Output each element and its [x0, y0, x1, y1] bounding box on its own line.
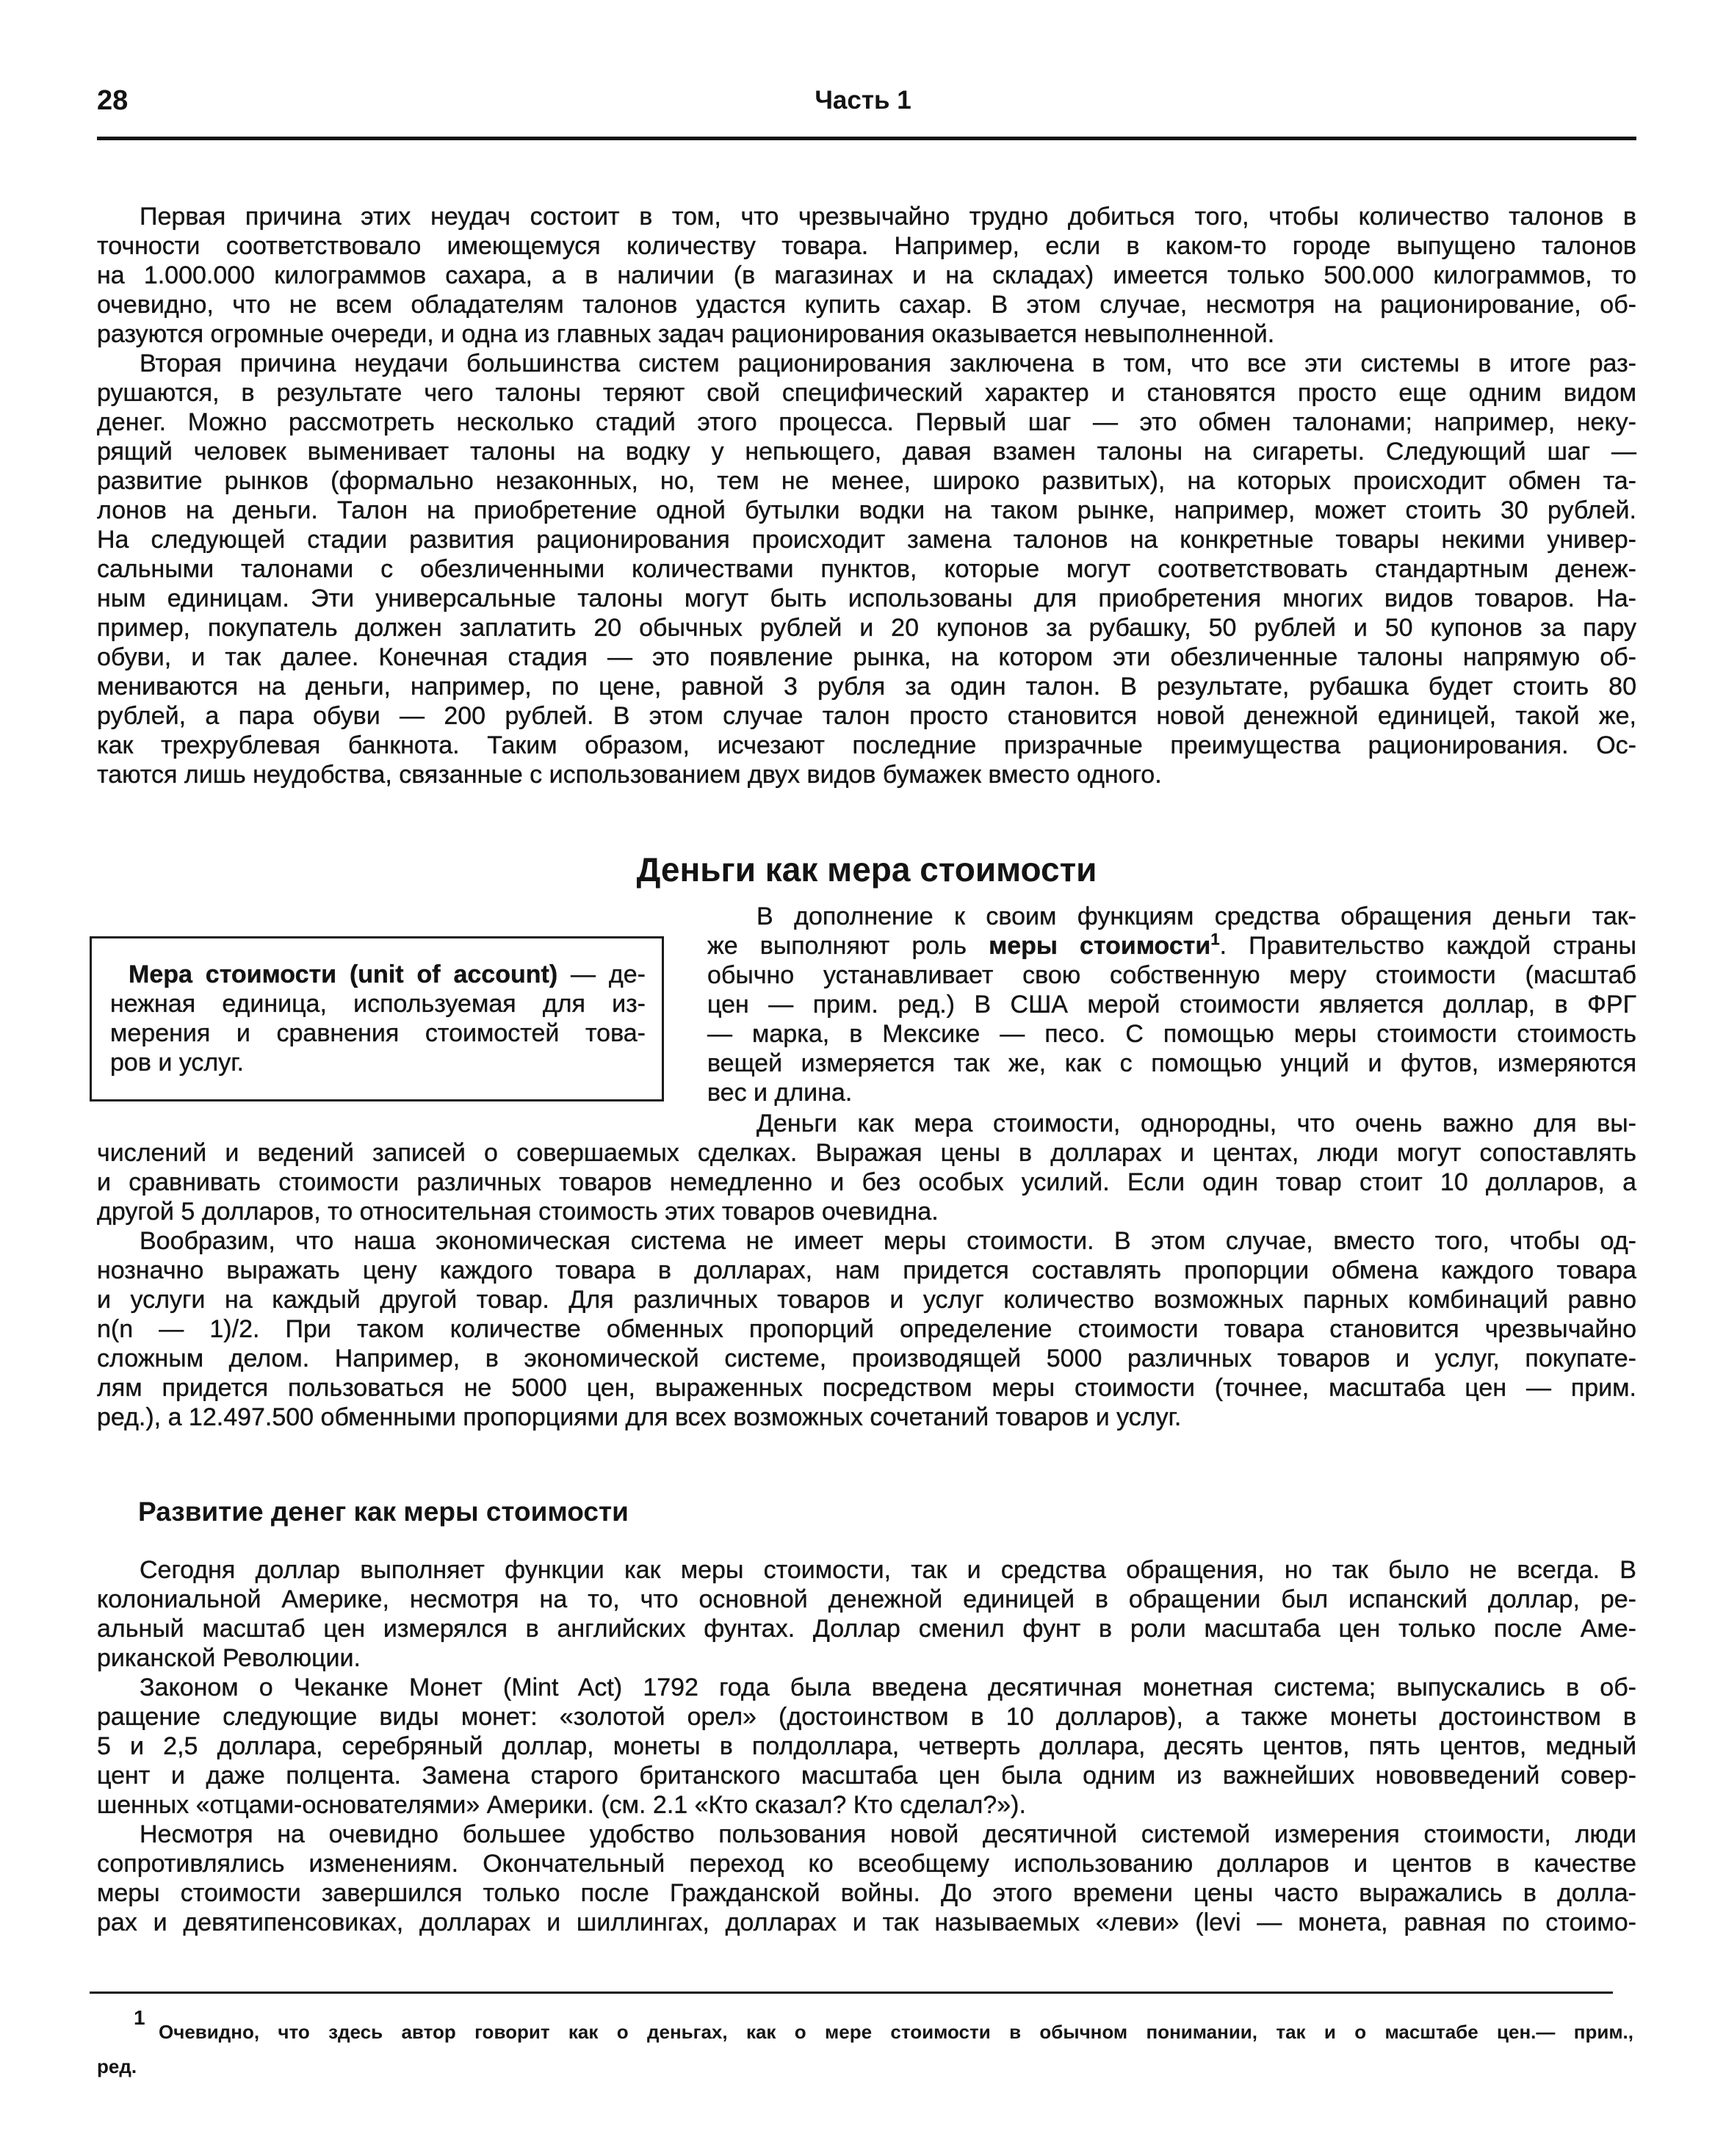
subsection-heading: Развитие денег как меры стоимости: [138, 1497, 629, 1527]
text-line: очевидно, что не всем обладателям талонов удастся купить сахар. В этом случае, несмотря на рационирование, об-: [97, 291, 1636, 319]
text-line: и сравнивать стоимости различных товаров немедленно и без особых усилий. Если один товар стоит 10 долларов, а: [97, 1168, 1636, 1196]
text-line: Вообразим, что наша экономическая система не имеет меры стоимости. В этом случае, вместо того, чтобы од-: [140, 1227, 1636, 1255]
text-line: на 1.000.000 килограммов сахара, а в наличии (в магазинах и на складах) имеется только 500.000 килограммов, то: [97, 261, 1636, 289]
text-line: альный масштаб цен измерялся в английских фунтах. Доллар сменил фунт в роли масштаба цен только после Аме-: [97, 1615, 1636, 1643]
definition-box: [90, 936, 664, 1101]
text-line: лям придется пользоваться не 5000 цен, выраженных посредством меры стоимости (точнее, масштаба цен — прим.: [97, 1374, 1636, 1402]
section-heading: Деньги как мера стоимости: [636, 850, 1097, 889]
text-line: мерения и сравнения стоимостей това-: [110, 1019, 646, 1047]
footnote-line: ред.: [97, 2055, 137, 2077]
text-line: ров и услуг.: [110, 1049, 244, 1077]
text-line: ращение следующие виды монет: «золотой орел» (достоинством в 10 долларов), а также монеты достоинством в: [97, 1703, 1636, 1731]
text-line: лонов на деньги. Талон на приобретение одной бутылки водки на таком рынке, например, может стоить 30 рублей.: [97, 496, 1636, 524]
text-line: обычно устанавливает свою собственную меру стоимости (масштаб: [707, 961, 1636, 989]
text-line: обуви, и так далее. Конечная стадия — это появление рынка, на котором эти обезличенные талоны напрямую об-: [97, 643, 1636, 671]
text-line: Деньги как мера стоимости, однородны, что очень важно для вы-: [757, 1110, 1636, 1137]
text-line: ред.), а 12.497.500 обменными пропорциями для всех возможных сочетаний товаров и услуг.: [97, 1403, 1182, 1431]
footnote-reference: 1: [1210, 930, 1220, 949]
text-line: [707, 931, 1636, 961]
footnote-line: Очевидно, что здесь автор говорит как о деньгах, как о мере стоимости в обычном понимании, так и о масштабе цен.— прим.,: [159, 2021, 1633, 2043]
text-line: ным единицам. Эти универсальные талоны могут быть использованы для приобретения многих видов товаров. На-: [97, 585, 1636, 612]
development-text: [97, 1555, 1636, 1937]
key-term: меры стоимости: [989, 932, 1211, 960]
text-line: точности соответствовало имеющемуся количеству товара. Например, если в каком-то городе выпущено талонов: [97, 232, 1636, 260]
footnote-rule: [90, 1992, 1613, 1994]
text-line: как трехрублевая банкнота. Таким образом, исчезают последние призрачные преимущества рационирования. Ос-: [97, 731, 1636, 759]
text-line: вес и длина.: [707, 1079, 853, 1107]
intro-paragraph: [707, 902, 1636, 1107]
text-line: рушаются, в результате чего талоны теряют свой специфический характер и становятся просто еще одним видом: [97, 379, 1636, 407]
definition-text: — де-: [557, 961, 646, 988]
text-line: цент и даже полцента. Замена старого британского масштаба цен была одним из важнейших нововведений совер-: [97, 1762, 1636, 1790]
text-line: сложным делом. Например, в экономической системе, производящей 5000 различных товаров и услуг, покупате-: [97, 1345, 1636, 1372]
paragraph: [97, 1820, 1636, 1937]
text-line: В дополнение к своим функциям средства обращения деньги так-: [757, 902, 1636, 930]
text-line: сопротивлялись изменениям. Окончательный переход ко всеобщему использованию долларов и центов в качестве: [97, 1850, 1636, 1878]
text-line: разуются огромные очереди, и одна из главных задач рационирования оказывается невыполненной.: [97, 320, 1275, 348]
text-segment: . Правительство каждой страны: [1219, 932, 1636, 960]
text-line: развитие рынков (формально незаконных, но, тем не менее, широко развитых), на которых происходит обмен та-: [97, 467, 1636, 495]
running-header: Часть 1: [815, 86, 911, 115]
definition-term: Мера стоимости (unit of account): [129, 961, 558, 988]
footnote-marker: 1: [134, 2006, 145, 2029]
paragraph: [97, 1226, 1636, 1432]
text-line: вещей измеряется так же, как с помощью унций и футов, измеряются: [707, 1049, 1636, 1077]
text-line: и услуги на каждый другой товар. Для различных товаров и услуг количество возможных парных комбинаций равно: [97, 1286, 1636, 1314]
text-line: нозначно выражать цену каждого товара в долларах, нам придется составлять пропорции обмена каждого товара: [97, 1256, 1636, 1284]
text-line: Вторая причина неудачи большинства систем рационирования заключена в том, что все эти системы в итоге раз-: [140, 350, 1636, 377]
header-rule: [97, 137, 1636, 140]
text-line: таются лишь неудобства, связанные с использованием двух видов бумажек вместо одного.: [97, 761, 1162, 789]
text-line: Сегодня доллар выполняет функции как меры стоимости, так и средства обращения, но так было не всегда. В: [140, 1556, 1636, 1584]
text-line: Первая причина этих неудач состоит в том, что чрезвычайно трудно добиться того, чтобы количество талонов в: [140, 203, 1636, 231]
paragraph: [97, 1109, 1636, 1226]
text-line: нежная единица, используемая для из-: [110, 990, 646, 1018]
unit-of-account-text: [97, 1109, 1636, 1432]
paragraph: [97, 1673, 1636, 1820]
text-line: На следующей стадии развития рационирования происходит замена талонов на конкретные товары некими универ-: [97, 526, 1636, 554]
paragraph: [97, 349, 1636, 789]
text-line: риканской Революции.: [97, 1644, 361, 1672]
text-line: n(n — 1)/2. При таком количестве обменных пропорций определение стоимости товара становится чрезвычайно: [97, 1315, 1636, 1343]
text-line: Несмотря на очевидно большее удобство пользования новой десятичной системой измерения стоимости, люди: [140, 1820, 1636, 1848]
paragraph: [97, 202, 1636, 349]
text-line: Законом о Чеканке Монет (Mint Act) 1792 года была введена десятичная монетная система; выпускались в об-: [140, 1674, 1636, 1701]
text-line: рублей, а пара обуви — 200 рублей. В этом случае талон просто становится новой денежной единицей, такой же,: [97, 702, 1636, 730]
text-line: пример, покупатель должен заплатить 20 обычных рублей и 20 купонов за рубашку, 50 рублей и 50 купонов за пару: [97, 614, 1636, 642]
footnote: [159, 2019, 1633, 2045]
text-line: мениваются на деньги, например, по цене, равной 3 рубля за один талон. В результате, рубашка будет стоить 80: [97, 673, 1636, 701]
text-line: шенных «отцами-основателями» Америки. (см. 2.1 «Кто сказал? Кто сделал?»).: [97, 1791, 1026, 1819]
page-number: 28: [97, 85, 129, 116]
text-line: числений и ведений записей о совершаемых сделках. Выражая цены в долларах и центах, люди могут сопоставлять: [97, 1139, 1636, 1167]
text-line: [110, 960, 646, 989]
text-line: денег. Можно рассмотреть несколько стадий этого процесса. Первый шаг — это обмен талонами; например, неку-: [97, 408, 1636, 436]
text-line: рящий человек выменивает талоны на водку у непьющего, давая взамен талоны на сигареты. Следующий шаг —: [97, 438, 1636, 466]
text-line: рах и девятипенсовиках, долларах и шиллингах, долларах и так называемых «леви» (levi — монета, равная по стоимо-: [97, 1909, 1636, 1936]
text-line: другой 5 долларов, то относительная стоимость этих товаров очевидна.: [97, 1198, 939, 1226]
footnote-continuation: [97, 2053, 538, 2080]
text-line: колониальной Америке, несмотря на то, что основной денежной единицей в обращении был испанский доллар, ре-: [97, 1585, 1636, 1613]
text-line: 5 и 2,5 доллара, серебряный доллар, монеты в полдоллара, четверть доллара, десять центов, пять центов, медный: [97, 1732, 1636, 1760]
text-segment: же выполняют роль: [707, 932, 989, 960]
text-line: цен — прим. ред.) В США мерой стоимости является доллар, в ФРГ: [707, 991, 1636, 1019]
text-line: меры стоимости завершился только после Гражданской войны. До этого времени цены часто выражались в долла-: [97, 1879, 1636, 1907]
rationing-text: [97, 202, 1636, 789]
text-line: сальными талонами с обезличенными количествами пунктов, которые могут соответствовать стандартным денеж-: [97, 555, 1636, 583]
paragraph: [97, 1555, 1636, 1673]
text-line: — марка, в Мексике — песо. С помощью меры стоимости стоимость: [707, 1020, 1636, 1048]
